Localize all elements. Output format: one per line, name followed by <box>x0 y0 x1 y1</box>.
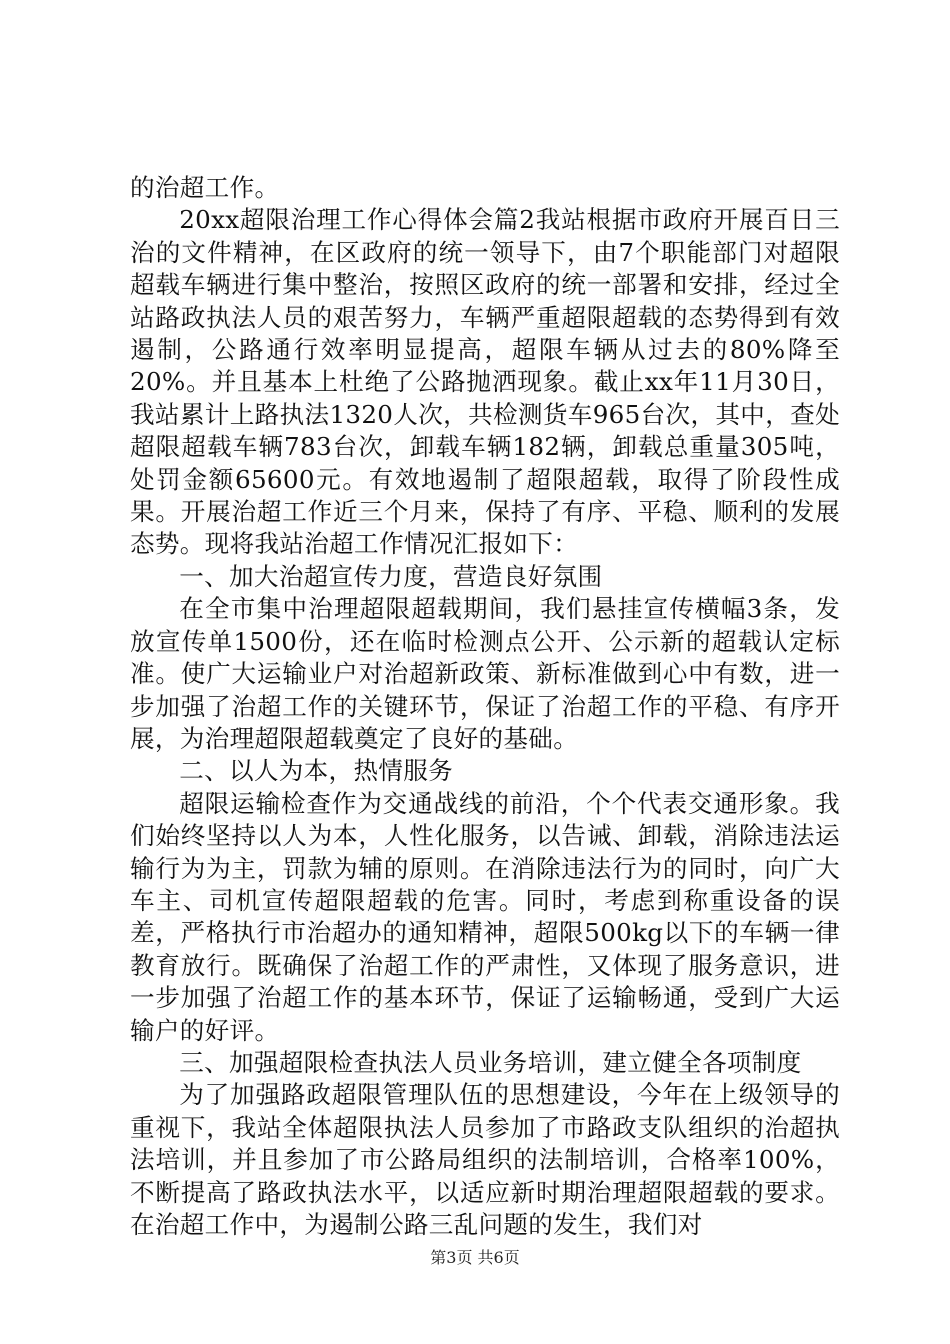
section-heading-2: 二、以人为本，热情服务 <box>179 756 454 786</box>
document-body <box>130 172 840 1241</box>
paragraph-section-1: 在全市集中治理超限超载期间，我们悬挂宣传横幅3条，发放宣传单1500份，还在临时检测点公开、公示新的超载认定标准。使广大运输业户对治超新政策、新标准做到心中有数，进一步加强了治超工作的关键环节，保证了治超工作的平稳、有序开展，为治理超限超载奠定了良好的基础。 <box>130 594 840 753</box>
page-footer <box>0 1245 950 1268</box>
paragraph-intro: 20xx超限治理工作心得体会篇2我站根据市政府开展百日三治的文件精神，在区政府的统一领导下，由7个职能部门对超限超载车辆进行集中整治，按照区政府的统一部署和安排，经过全站路政执法人员的艰苦努力，车辆严重超限超载的态势得到有效遏制，公路通行效率明显提高，超限车辆从过去的80%降至20%。并且基本上杜绝了公路抛洒现象。截止xx年11月30日，我站累计上路执法1320人次，共检测货车965台次，其中，查处超限超载车辆783台次，卸载车辆182辆，卸载总重量305吨，处罚金额65600元。有效地遏制了超限超载，取得了阶段性成果。开展治超工作近三个月来，保持了有序、平稳、顺利的发展态势。现将我站治超工作情况汇报如下： <box>130 205 840 559</box>
section-heading-3: 三、加强超限检查执法人员业务培训，建立健全各项制度 <box>179 1047 802 1077</box>
paragraph-section-3: 为了加强路政超限管理队伍的思想建设，今年在上级领导的重视下，我站全体超限执法人员参加了市路政支队组织的治超执法培训，并且参加了市公路局组织的法制培训，合格率100%，不断提高了路政执法水平，以适应新时期治理超限超载的要求。在治超工作中，为遏制公路三乱问题的发生，我们对 <box>130 1080 840 1239</box>
section-heading-1: 一、加大治超宣传力度，营造良好氛围 <box>179 561 603 591</box>
page-number-label: 第3页 共6页 <box>430 1248 520 1267</box>
paragraph-section-2: 超限运输检查作为交通战线的前沿，个个代表交通形象。我们始终坚持以人为本，人性化服务，以告诫、卸载，消除违法运输行为为主，罚款为辅的原则。在消除违法行为的同时，向广大车主、司机宣传超限超载的危害。同时，考虑到称重设备的误差，严格执行市治超办的通知精神，超限500kg以下的车辆一律教育放行。既确保了治超工作的严肃性，又体现了服务意识，进一步加强了治超工作的基本环节，保证了运输畅通，受到广大运输户的好评。 <box>130 788 840 1045</box>
paragraph-continuation: 的治超工作。 <box>130 173 280 202</box>
